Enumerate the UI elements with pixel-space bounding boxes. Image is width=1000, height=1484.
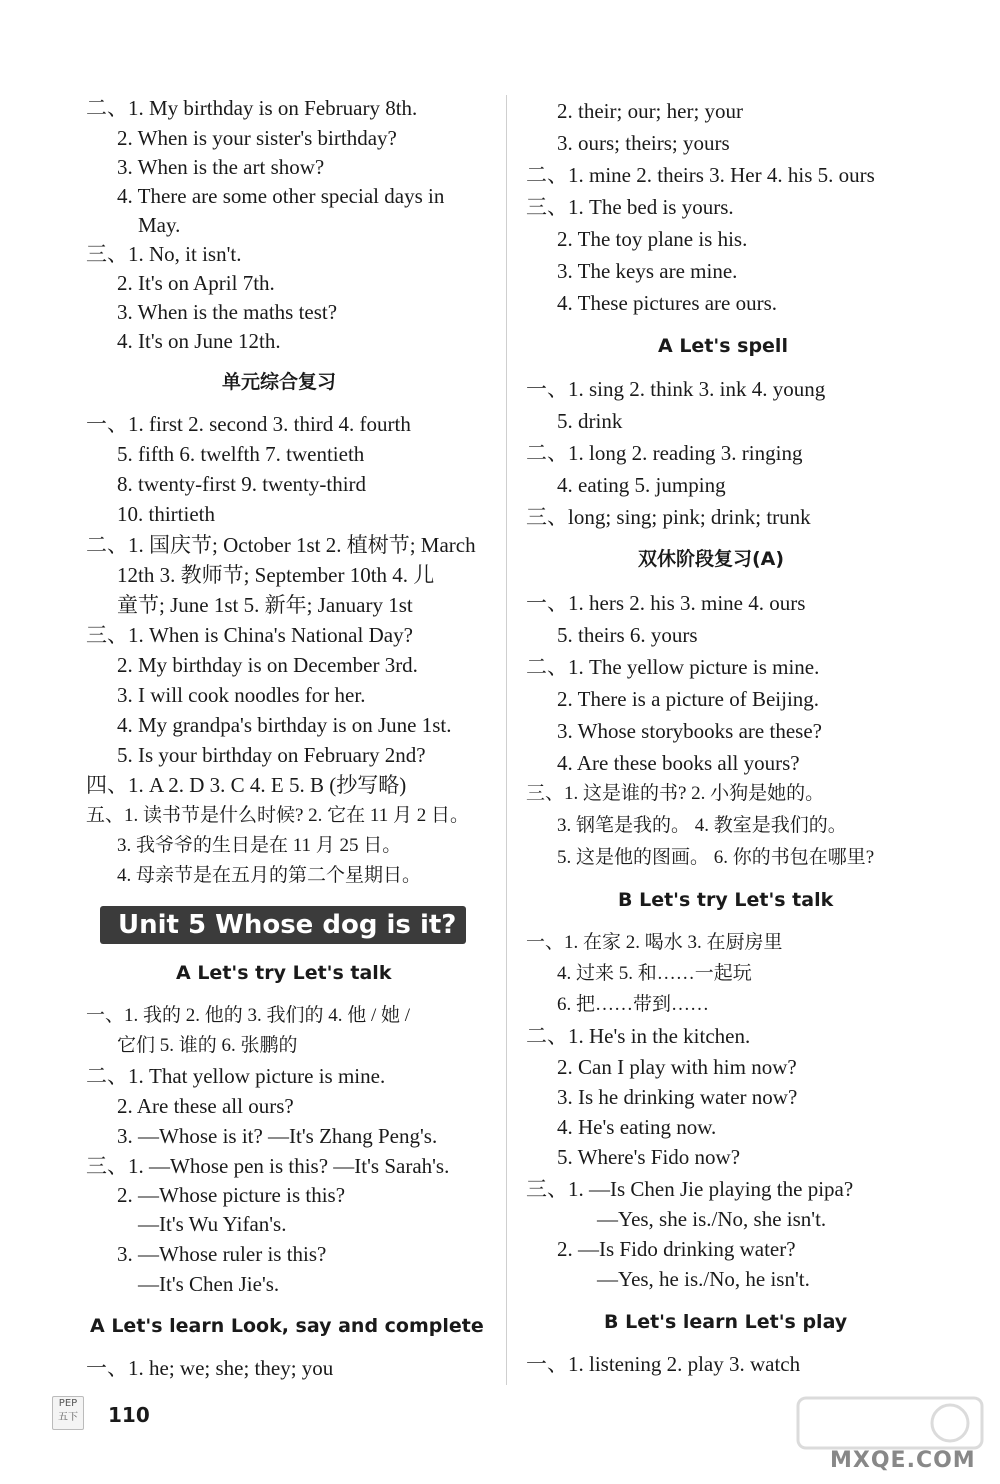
- text-line: 2. It's on April 7th.: [117, 271, 275, 295]
- text-line: May.: [138, 213, 181, 237]
- text-line: 2. their; our; her; your: [557, 99, 744, 123]
- column-divider: [506, 95, 507, 1385]
- text-line: 4. eating 5. jumping: [557, 473, 726, 497]
- badge-bottom-text: 五下: [58, 1412, 78, 1423]
- text-line: 4. 母亲节是在五月的第二个星期日。: [117, 865, 422, 886]
- text-line: 一、1. first 2. second 3. third 4. fourth: [86, 412, 411, 436]
- text-line: 童节; June 1st 5. 新年; January 1st: [117, 593, 413, 617]
- text-line: 5. Where's Fido now?: [557, 1145, 741, 1169]
- text-line: —Yes, she is./No, she isn't.: [597, 1207, 827, 1231]
- text-line: —Yes, he is./No, he isn't.: [597, 1267, 810, 1291]
- text-line: 一、1. he; we; she; they; you: [86, 1356, 334, 1380]
- text-line: 一、1. 我的 2. 他的 3. 我们的 4. 他 / 她 /: [86, 1005, 411, 1026]
- text-line: 5. fifth 6. twelfth 7. twentieth: [117, 442, 365, 466]
- text-line: 5. drink: [557, 409, 623, 433]
- text-line: 4. My grandpa's birthday is on June 1st.: [117, 713, 452, 737]
- section-heading: B Let's learn Let's play: [604, 1311, 848, 1333]
- text-line: 三、1. When is China's National Day?: [86, 623, 413, 647]
- text-line: 一、1. 在家 2. 喝水 3. 在厨房里: [526, 932, 783, 953]
- text-line: 二、1. mine 2. theirs 3. Her 4. his 5. ours: [526, 163, 875, 187]
- watermark-text: MXQE.COM: [830, 1448, 976, 1473]
- text-line: 2. The toy plane is his.: [557, 227, 748, 251]
- text-line: 二、1. That yellow picture is mine.: [86, 1064, 386, 1088]
- text-line: 一、1. listening 2. play 3. watch: [526, 1352, 801, 1376]
- text-line: 三、1. 这是谁的书? 2. 小狗是她的。: [526, 783, 825, 804]
- text-line: 3. —Whose is it? —It's Zhang Peng's.: [117, 1124, 438, 1148]
- badge-top-text: PEP: [58, 1398, 78, 1409]
- text-line: 3. 钢笔是我的。 4. 教室是我们的。: [557, 815, 847, 836]
- text-line: 4. He's eating now.: [557, 1115, 717, 1139]
- text-line: 4. These pictures are ours.: [557, 291, 778, 315]
- text-line: 4. Are these books all yours?: [557, 751, 800, 775]
- text-line: —It's Chen Jie's.: [138, 1272, 280, 1296]
- text-line: 3. When is the art show?: [117, 155, 325, 179]
- text-line: 3. 我爷爷的生日是在 11 月 25 日。: [117, 835, 402, 856]
- text-line: 12th 3. 教师节; September 10th 4. 儿: [117, 563, 435, 587]
- text-line: —It's Wu Yifan's.: [138, 1212, 287, 1236]
- text-line: 3. —Whose ruler is this?: [117, 1242, 327, 1266]
- text-line: 6. 把……带到……: [557, 994, 710, 1015]
- text-line: 3. ours; theirs; yours: [557, 131, 730, 155]
- text-line: 3. When is the maths test?: [117, 300, 338, 324]
- text-line: 三、1. The bed is yours.: [526, 195, 734, 219]
- text-line: 3. Whose storybooks are these?: [557, 719, 822, 743]
- text-line: 二、1. The yellow picture is mine.: [526, 655, 820, 679]
- text-line: 一、1. sing 2. think 3. ink 4. young: [526, 377, 826, 401]
- text-line: 四、1. A 2. D 3. C 4. E 5. B (抄写略): [86, 773, 407, 797]
- text-line: 五、1. 读书节是什么时候? 2. 它在 11 月 2 日。: [86, 805, 469, 826]
- text-line: 10. thirtieth: [117, 502, 215, 526]
- text-line: 2. —Is Fido drinking water?: [557, 1237, 796, 1261]
- text-line: 2. Can I play with him now?: [557, 1055, 797, 1079]
- text-line: 它们 5. 谁的 6. 张鹏的: [117, 1035, 298, 1056]
- section-heading: A Let's spell: [658, 335, 788, 357]
- text-line: 三、long; sing; pink; drink; trunk: [526, 505, 811, 529]
- text-line: 3. The keys are mine.: [557, 259, 738, 283]
- text-line: 5. Is your birthday on February 2nd?: [117, 743, 426, 767]
- text-line: 2. —Whose picture is this?: [117, 1183, 346, 1207]
- text-line: 2. Are these all ours?: [117, 1094, 294, 1118]
- text-line: 5. 这是他的图画。 6. 你的书包在哪里?: [557, 847, 875, 868]
- section-heading: A Let's try Let's talk: [176, 962, 392, 984]
- text-line: 三、1. —Whose pen is this? —It's Sarah's.: [86, 1154, 450, 1178]
- text-line: 4. There are some other special days in: [117, 184, 445, 208]
- text-line: 2. When is your sister's birthday?: [117, 126, 397, 150]
- text-line: 2. There is a picture of Beijing.: [557, 687, 820, 711]
- unit-title: Unit 5 Whose dog is it?: [118, 910, 457, 940]
- section-heading: 单元综合复习: [222, 371, 337, 393]
- text-line: 二、1. long 2. reading 3. ringing: [526, 441, 803, 465]
- text-line: 三、1. —Is Chen Jie playing the pipa?: [526, 1177, 854, 1201]
- text-line: 二、1. He's in the kitchen.: [526, 1024, 751, 1048]
- section-heading: A Let's learn Look, say and complete: [90, 1315, 484, 1337]
- page-number: 110: [108, 1403, 150, 1427]
- text-line: 8. twenty-first 9. twenty-third: [117, 472, 367, 496]
- text-line: 3. Is he drinking water now?: [557, 1085, 798, 1109]
- text-line: 一、1. hers 2. his 3. mine 4. ours: [526, 591, 806, 615]
- text-line: 4. It's on June 12th.: [117, 329, 281, 353]
- edition-badge: [52, 1396, 84, 1430]
- text-line: 5. theirs 6. yours: [557, 623, 698, 647]
- text-line: 4. 过来 5. 和……一起玩: [557, 963, 752, 984]
- section-heading: 双休阶段复习(A): [638, 548, 785, 570]
- text-line: 3. I will cook noodles for her.: [117, 683, 366, 707]
- text-line: 二、1. 国庆节; October 1st 2. 植树节; March: [86, 533, 476, 557]
- section-heading: B Let's try Let's talk: [618, 889, 834, 911]
- text-line: 2. My birthday is on December 3rd.: [117, 653, 418, 677]
- text-line: 三、1. No, it isn't.: [86, 242, 242, 266]
- text-line: 二、1. My birthday is on February 8th.: [86, 96, 418, 120]
